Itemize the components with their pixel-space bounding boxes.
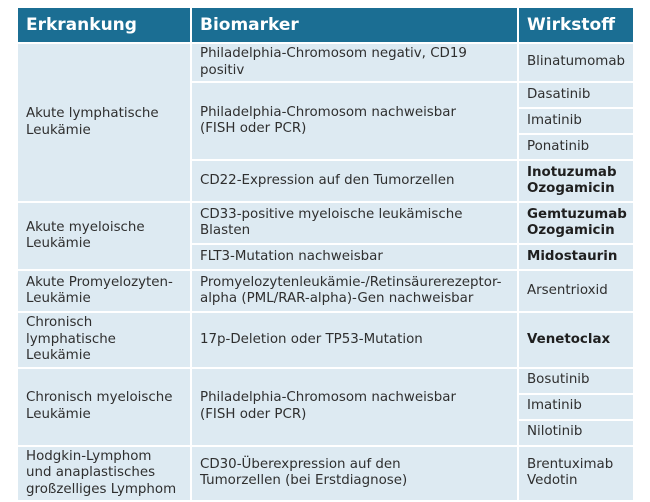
disease-cell: Akute lymphatische Leukämie [17, 43, 191, 202]
biomarker-cell: CD30-Überexpression auf den Tumorzellen (bei Erstdiagnose) [191, 446, 518, 502]
drug-cell: Gemtuzumab Ozogamicin [518, 202, 634, 244]
drug-cell: Blinatumomab [518, 43, 634, 82]
drug-cell: Ponatinib [518, 134, 634, 160]
disease-cell: Akute myeloische Leukämie [17, 202, 191, 270]
drug-cell: Venetoclax [518, 312, 634, 368]
disease-cell: Akute Promyelozyten- Leukämie [17, 270, 191, 312]
disease-cell: Chronisch myeloische Leukämie [17, 368, 191, 446]
biomarker-cell: Philadelphia-Chromosom negativ, CD19 positiv [191, 43, 518, 82]
drug-cell: Dasatinib [518, 82, 634, 108]
drug-cell: Imatinib [518, 108, 634, 134]
disease-cell: Chronisch lymphatische Leukämie [17, 312, 191, 368]
biomarker-cell: CD22-Expression auf den Tumorzellen [191, 160, 518, 202]
biomarker-cell: 17p-Deletion oder TP53-Mutation [191, 312, 518, 368]
disease-cell: Hodgkin-Lymphom und anaplastisches großzelliges Lymphom [17, 446, 191, 502]
header-row [17, 7, 634, 43]
drug-cell: Brentuximab Vedotin [518, 446, 634, 502]
biomarker-cell: Philadelphia-Chromosom nachweisbar (FISH oder PCR) [191, 82, 518, 160]
table-row [17, 43, 634, 82]
table-row [17, 312, 634, 368]
table-row [17, 202, 634, 244]
drug-cell: Bosutinib [518, 368, 634, 394]
table-row [17, 270, 634, 312]
drug-table [16, 6, 635, 502]
drug-cell: Nilotinib [518, 420, 634, 446]
table-row [17, 446, 634, 502]
biomarker-cell: Promyelozytenleukämie-/Retinsäurerezeptor- alpha (PML/RAR-alpha)-Gen nachweisbar [191, 270, 518, 312]
header-biomarker: Biomarker [191, 7, 518, 43]
biomarker-cell: CD33-positive myeloische leukämische Blasten [191, 202, 518, 244]
drug-cell: Arsentrioxid [518, 270, 634, 312]
drug-cell: Inotuzumab Ozogamicin [518, 160, 634, 202]
table-row [17, 368, 634, 394]
biomarker-cell: FLT3-Mutation nachweisbar [191, 244, 518, 270]
drug-cell: Midostaurin [518, 244, 634, 270]
header-disease: Erkrankung [17, 7, 191, 43]
header-drug: Wirkstoff [518, 7, 634, 43]
biomarker-cell: Philadelphia-Chromosom nachweisbar (FISH oder PCR) [191, 368, 518, 446]
drug-cell: Imatinib [518, 394, 634, 420]
